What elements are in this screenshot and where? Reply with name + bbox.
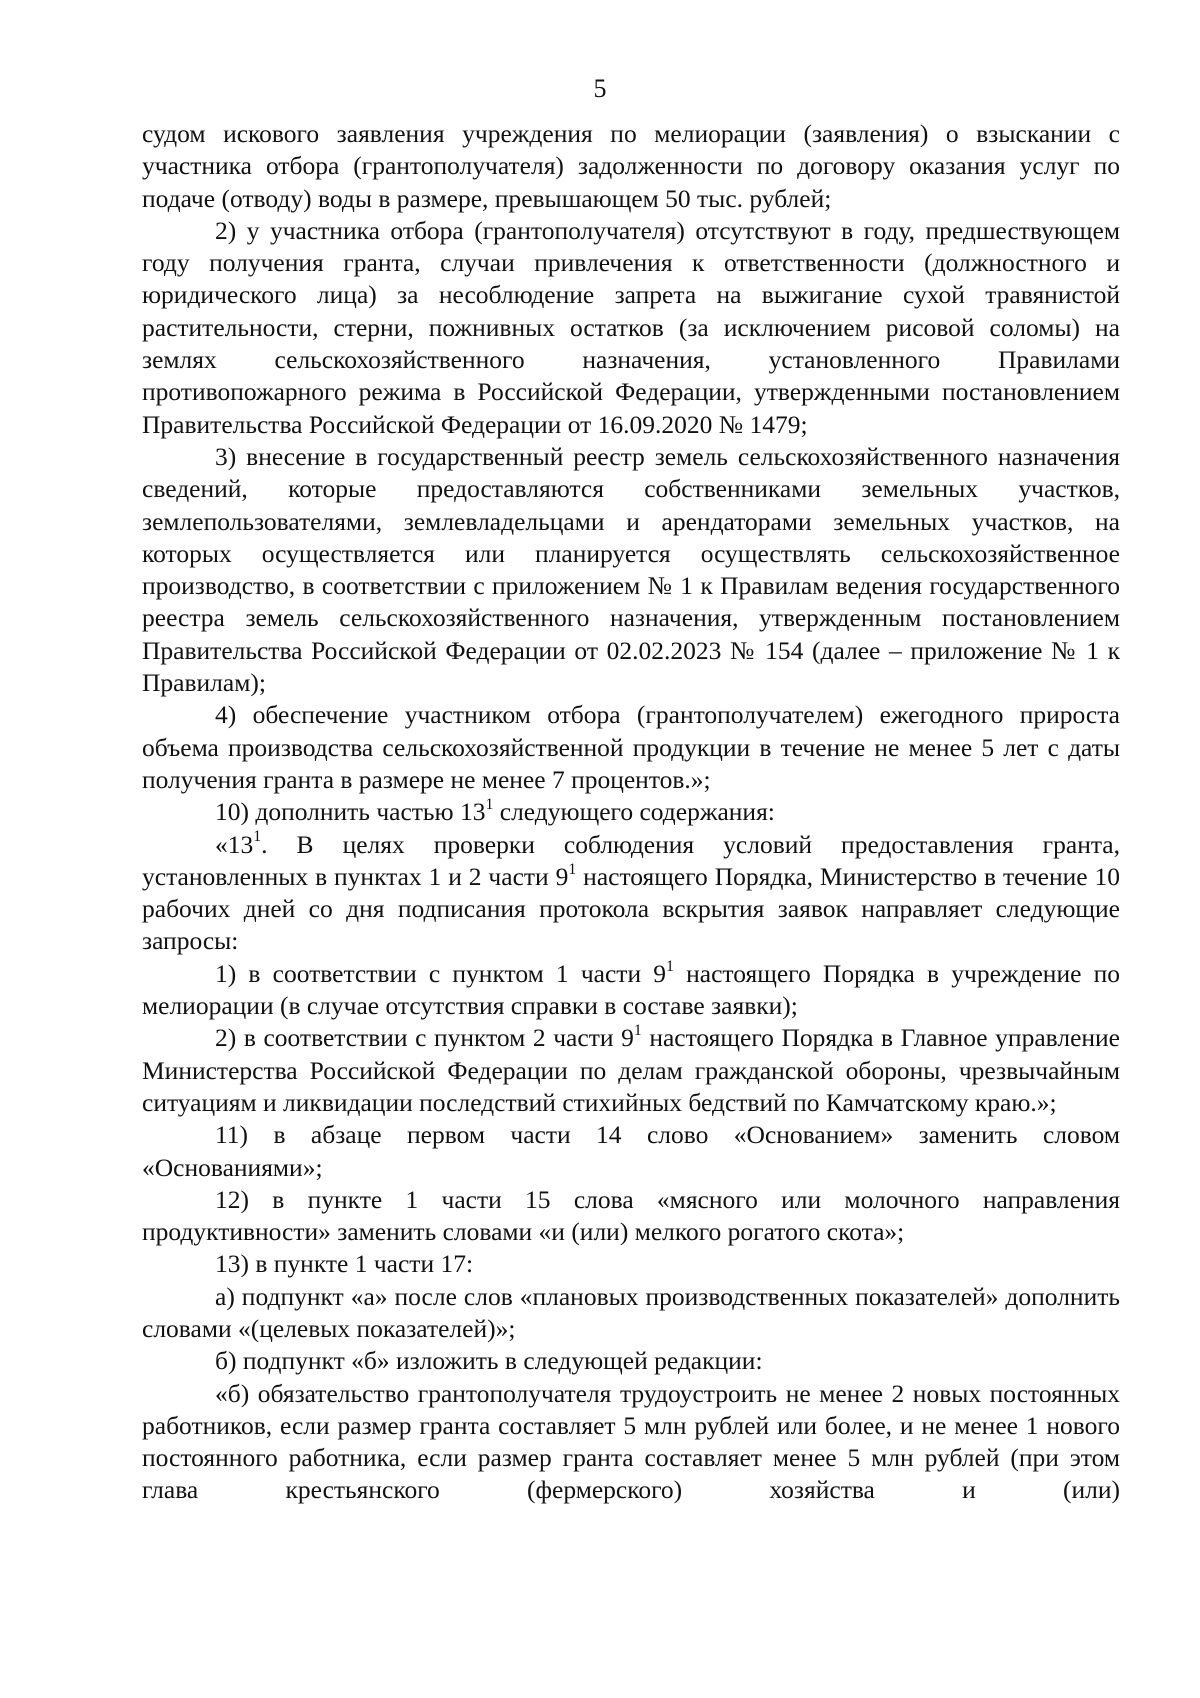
paragraph-continuation: судом искового заявления учреждения по мелиорации (заявления) о взыскании с участника отбора (грантополучателя) задолженности по договору оказания услуг по подаче (отводу) воды в размере, превышающем 50 тыс. рублей; <box>142 119 1120 213</box>
paragraph-item-12: 12) в пункте 1 части 15 слова «мясного или молочного направления продуктивности» заменить словами «и (или) мелкого рогатого скота»; <box>142 1184 1120 1247</box>
paragraph-part-13-1-end: настоящего Порядка, Министерство в течение 10 рабочих дней со дня подписания протокола вскрытия заявок направляет следующие запросы: <box>142 861 1120 956</box>
paragraph-part-13-1-lead: «13 <box>215 829 254 859</box>
paragraph-request-2-end: настоящего Порядка в Главное управление Министерства Российской Федерации по делам гражданской обороны, чрезвычайным ситуациям и ликвидации последствий стихийных бедствий по Камчатскому краю.»; <box>142 1023 1120 1117</box>
paragraph-part-13-1-middle: . В целях проверки соблюдения условий предоставления гранта, установленных в пунктах 1 и 2 части 9 <box>142 829 1120 891</box>
superscript: 1 <box>253 828 262 846</box>
paragraph-part-13-1 <box>142 829 1120 958</box>
paragraph-item-10-after: следующего содержания: <box>493 797 775 827</box>
paragraph-request-1 <box>142 958 1120 1023</box>
superscript: 1 <box>568 860 577 878</box>
page-number: 5 <box>593 74 607 103</box>
paragraph-subitem-a: а) подпункт «а» после слов «плановых производственных показателей» дополнить словами «(целевых показателей)»; <box>142 1281 1120 1343</box>
paragraph-request-1-lead: 1) в соответствии с пунктом 1 части 9 <box>215 958 667 988</box>
paragraph-item-11: 11) в абзаце первом части 14 слово «Основанием» заменить словом «Основаниями»; <box>142 1120 1120 1182</box>
paragraph-subitem-b: б) подпункт «б» изложить в следующей редакции: <box>215 1346 763 1376</box>
superscript: 1 <box>633 1022 642 1040</box>
superscript: 1 <box>666 957 674 975</box>
paragraph-request-2-lead: 2) в соответствии с пунктом 2 части 9 <box>215 1023 634 1053</box>
paragraph-subitem-b-text: «б) обязательство грантополучателя трудоустроить не менее 2 новых постоянных работников, если размер гранта составляет 5 млн рублей или более, и не менее 1 нового постоянного работника, если размер гранта составляет менее 5 млн рублей (при этом глава крестьянского (фермерского) хозяйства и (или) <box>142 1378 1120 1505</box>
paragraph-item-13: 13) в пункте 1 части 17: <box>215 1249 474 1279</box>
paragraph-item-2: 2) у участника отбора (грантополучателя) отсутствуют в году, предшествующем году получения гранта, случаи привлечения к ответственности (должностного и юридического лица) за несоблюдение запрета на выжигание сухой травянистой растительности, стерни, пожнивных остатков (за исключением рисовой соломы) на землях сельскохозяйственного назначения, установленного Правилами противопожарного режима в Российской Федерации, утвержденными постановлением Правительства Российской Федерации от 16.09.2020 № 1479; <box>142 215 1120 439</box>
paragraph-item-10-text: 10) дополнить частью 13 <box>215 797 486 827</box>
paragraph-request-1-end: настоящего Порядка в учреждение по мелиорации (в случае отсутствия справки в составе заявки); <box>142 958 1121 1021</box>
paragraph-item-10 <box>142 796 1120 828</box>
paragraph-request-2 <box>142 1022 1120 1119</box>
paragraph-item-3: 3) внесение в государственный реестр земель сельскохозяйственного назначения сведений, которые предоставляются собственниками земельных участков, землепользователями, землевладельцами и арендаторами земельных участков, на которых осуществляется или планируется осуществлять сельскохозяйственное производство, в соответствии с приложением № 1 к Правилам ведения государственного реестра земель сельскохозяйственного назначения, утвержденным постановлением Правительства Российской Федерации от 02.02.2023 № 154 (далее – приложение № 1 к Правилам); <box>142 441 1120 698</box>
superscript: 1 <box>485 796 494 814</box>
document-body <box>142 118 1120 1507</box>
paragraph-item-4: 4) обеспечение участником отбора (грантополучателем) ежегодного прироста объема производства сельскохозяйственной продукции в течение не менее 5 лет с даты получения гранта в размере не менее 7 процентов.»; <box>142 700 1120 794</box>
